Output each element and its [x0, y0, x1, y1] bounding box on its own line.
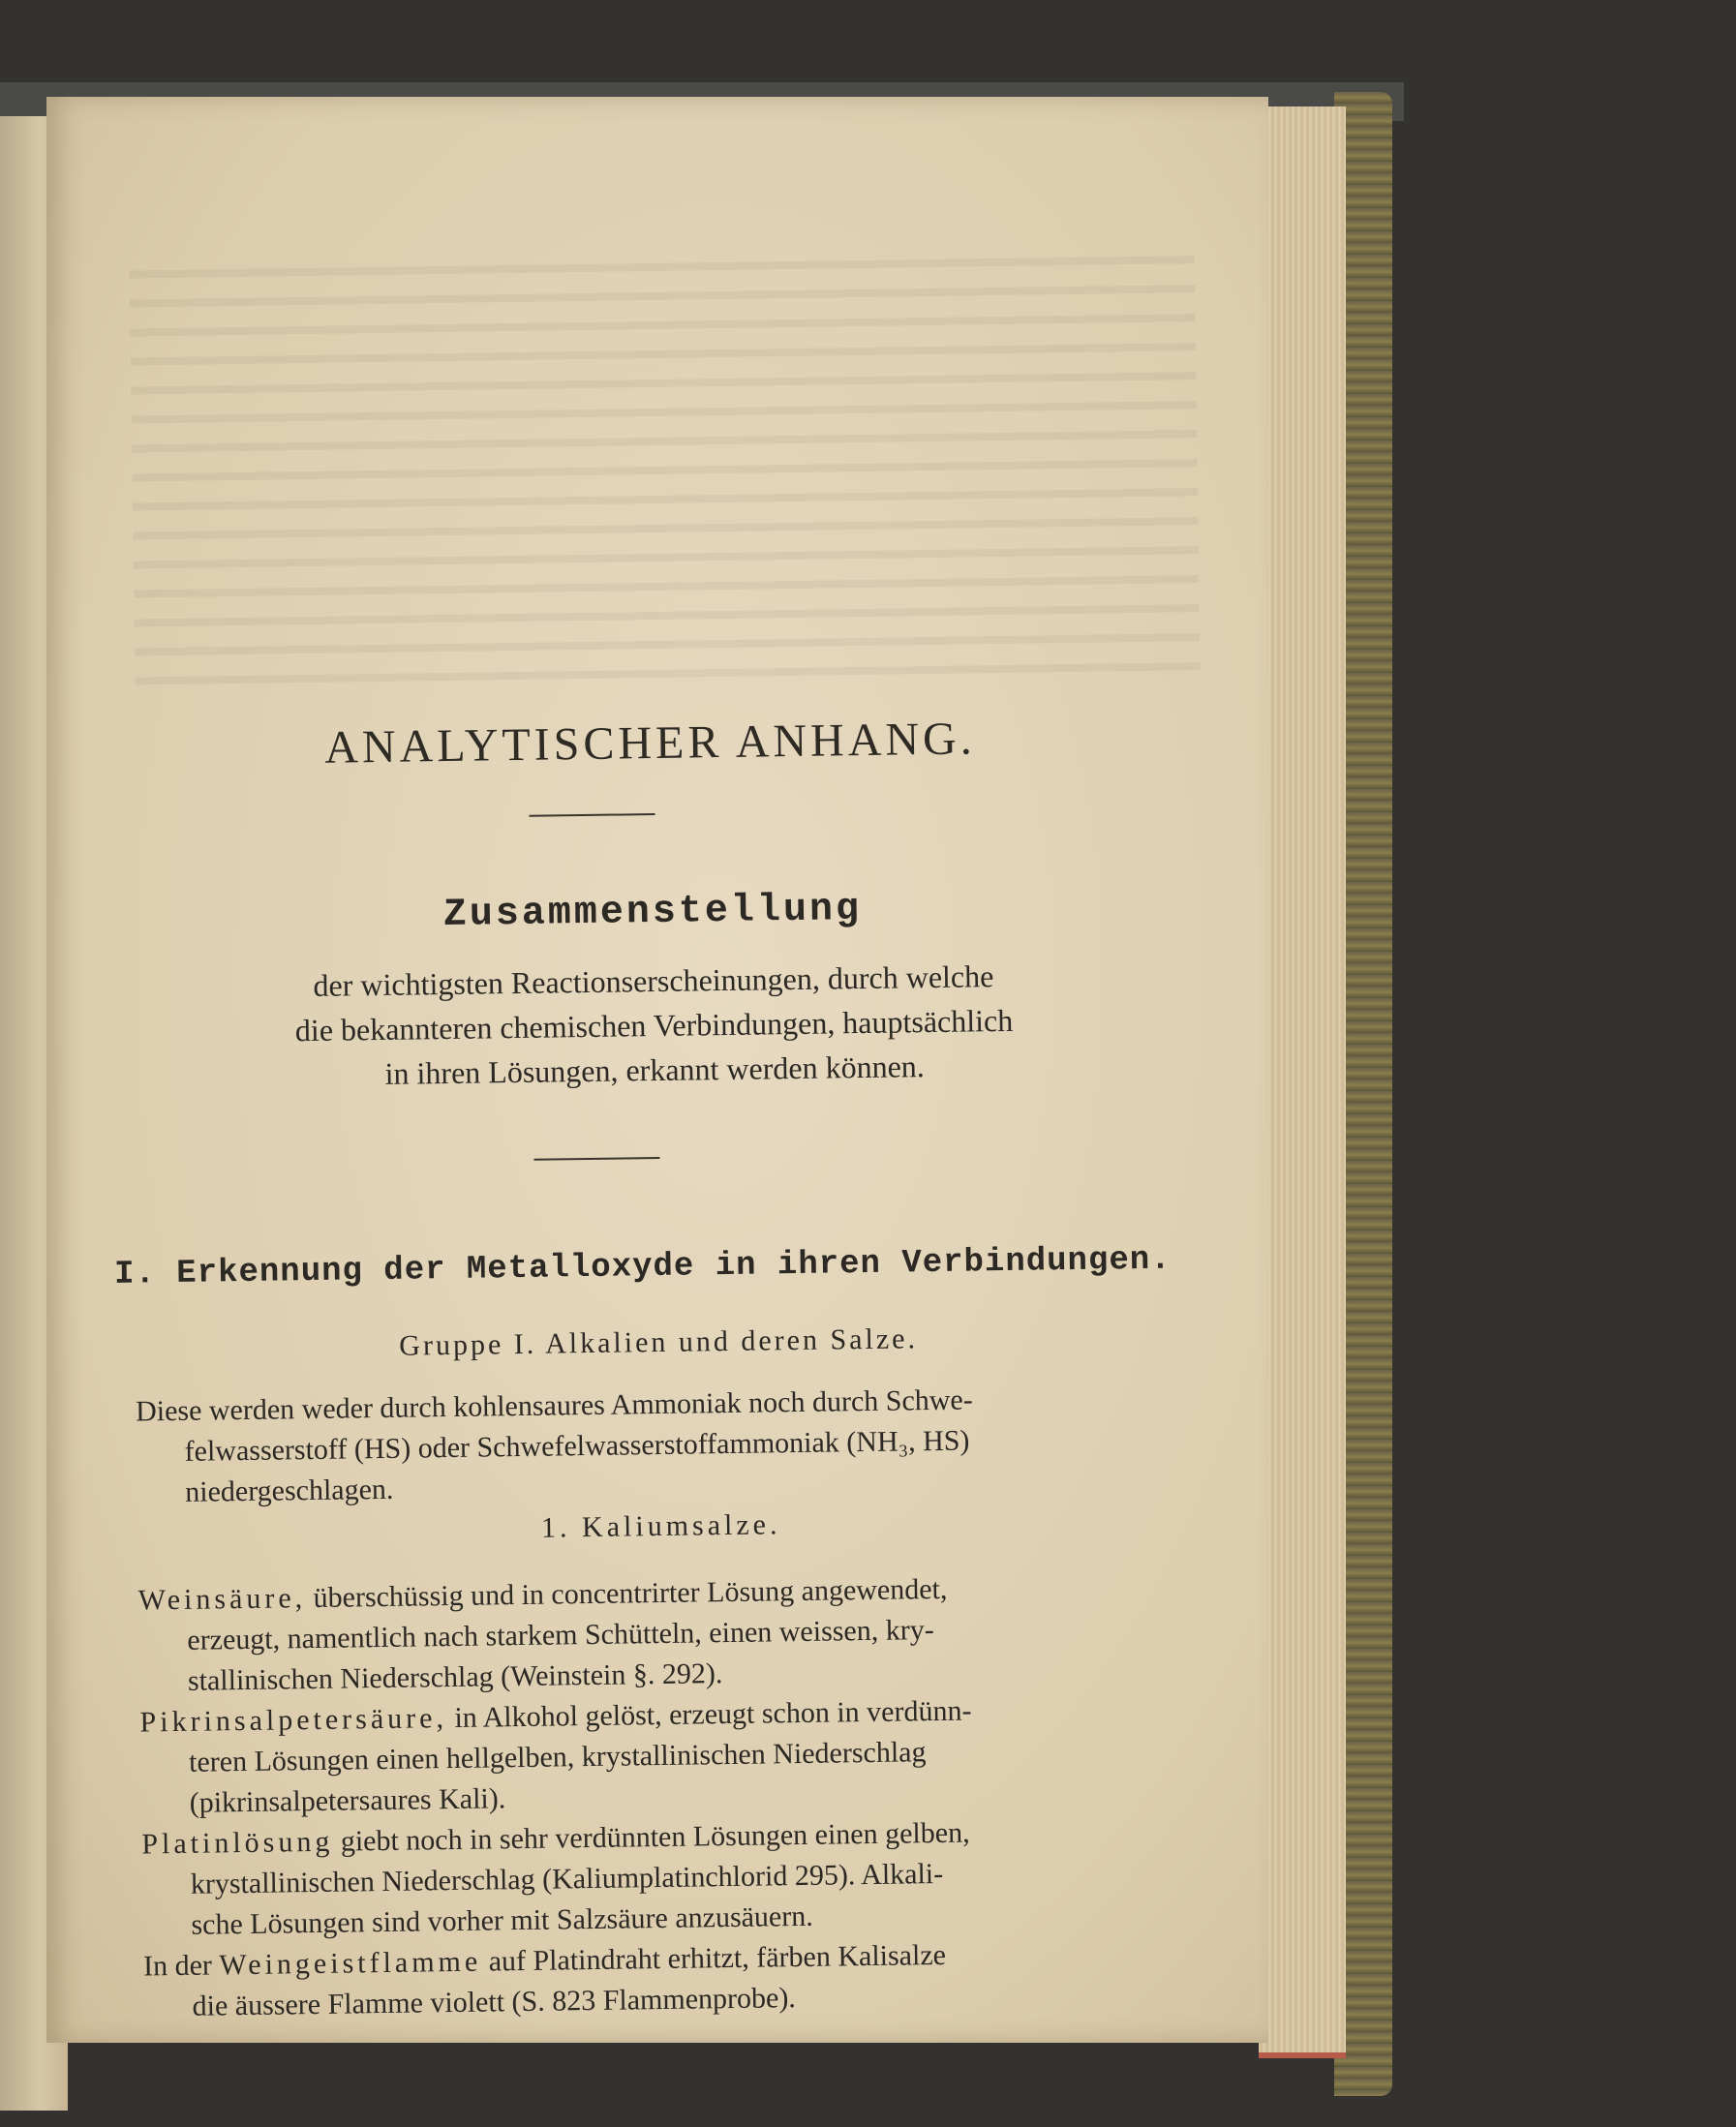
text-line: stallinischen Niederschlag (Weinstein §. 292). [187, 1657, 723, 1697]
entry-platinloesung [141, 1810, 1179, 1947]
text-line: überschüssig und in concentrirter Lösung angewendet, [305, 1572, 948, 1615]
entry-prefix: In der [142, 1949, 220, 1983]
text-line: (pikrinsalpetersaures Kali). [189, 1782, 506, 1819]
text-line: Diese werden weder durch kohlensaures Ammoniak noch durch Schwe- [135, 1383, 973, 1428]
text-line: sche Lösungen sind vorher mit Salzsäure anzusäuern. [191, 1899, 813, 1941]
text-line: erzeugt, namentlich nach starkem Schütteln, einen weissen, kry- [187, 1614, 934, 1656]
intro-line: die bekannteren chemischen Verbindungen, hauptsächlich [294, 1002, 1014, 1048]
text-line: giebt noch in sehr verdünnten Lösungen einen gelben, [333, 1816, 970, 1858]
main-title: ANALYTISCHER ANHANG. [323, 713, 977, 774]
sub-title: Zusammenstellung [442, 888, 863, 938]
group-description [136, 1378, 1173, 1514]
entry-term: Weinsäure, [137, 1582, 307, 1617]
book-page [46, 97, 1268, 2043]
page-content [30, 88, 1279, 2051]
entry-term: Platinlösung [141, 1825, 334, 1861]
group-heading: Gruppe I. Alkalien und deren Salze. [399, 1322, 919, 1362]
subsection-heading: 1. Kaliumsalze. [540, 1508, 781, 1544]
text-line: in Alkohol gelöst, erzeugt schon in verdünn- [446, 1694, 972, 1735]
intro-line: in ihren Lösungen, erkannt werden können. [384, 1048, 925, 1091]
text-line: niedergeschlagen. [185, 1473, 394, 1508]
title-rule [530, 813, 655, 817]
entry-term: Pikrinsalpetersäure, [139, 1702, 448, 1739]
intro-line: der wichtigsten Reactionserscheinungen, durch welche [313, 958, 994, 1003]
intro-text [43, 950, 1266, 1101]
entry-term: Weingeistflamme [219, 1945, 482, 1982]
text-line: felwasserstoff (HS) oder Schwefelwasserstoffammoniak (NH₃, HS) [184, 1424, 970, 1468]
text-line: krystallinischen Niederschlag (Kaliumplatinchlorid 295). Alkali- [190, 1857, 944, 1900]
entry-weingeistflamme [143, 1932, 1180, 2028]
section-heading: I. Erkennung der Metalloxyde in ihren Verbindungen. [113, 1241, 1172, 1293]
show-through-text [129, 234, 1200, 684]
entry-weinsaeure [138, 1566, 1176, 1703]
section-rule [533, 1157, 659, 1161]
entry-pikrinsalpetersaeure [139, 1688, 1177, 1825]
text-line: teren Lösungen einen hellgelben, krystallinischen Niederschlag [188, 1736, 927, 1778]
text-line: die äussere Flamme violett (S. 823 Flammenprobe). [192, 1982, 797, 2022]
text-line: auf Platindraht erhitzt, färben Kalisalze [480, 1938, 947, 1978]
